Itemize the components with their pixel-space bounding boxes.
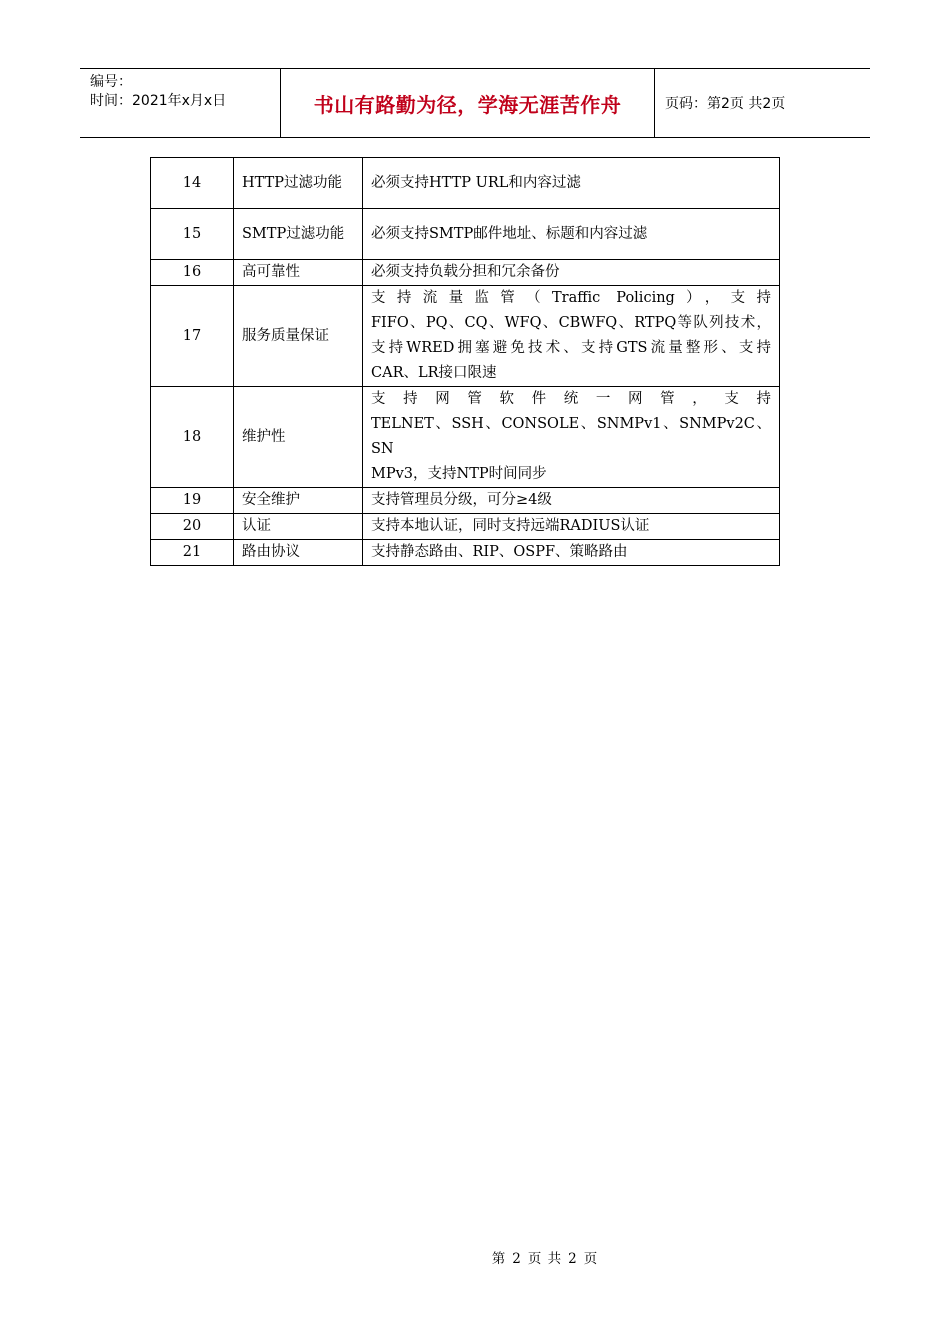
table-row — [151, 514, 780, 540]
footer-total-pages: 2 — [568, 1251, 578, 1267]
feature-name: 服务质量保证 — [234, 286, 363, 387]
doc-time-label: 时间：2021年x月x日 — [90, 93, 227, 109]
table-row — [151, 488, 780, 514]
header-info — [80, 69, 281, 137]
page-footer — [0, 1247, 950, 1267]
row-number: 19 — [151, 488, 234, 514]
row-number: 15 — [151, 209, 234, 260]
row-number: 20 — [151, 514, 234, 540]
requirement-line: MPv3，支持NTP时间同步 — [371, 466, 547, 482]
feature-name: 认证 — [234, 514, 363, 540]
requirement: 必须支持SMTP邮件地址、标题和内容过滤 — [363, 209, 780, 260]
requirement-line: FIFO、PQ、CQ、WFQ、CBWFQ、RTPQ等队列技术， — [371, 315, 771, 331]
requirement: 支持本地认证，同时支持远端RADIUS认证 — [363, 514, 780, 540]
requirement-line: CAR、LR接口限速 — [371, 365, 497, 381]
feature-name: SMTP过滤功能 — [234, 209, 363, 260]
header-motto: 书山有路勤为径，学海无涯苦作舟 — [281, 69, 655, 137]
feature-name: 安全维护 — [234, 488, 363, 514]
feature-name: 高可靠性 — [234, 260, 363, 286]
spec-table — [150, 157, 780, 566]
footer-mid: 页 共 — [527, 1251, 563, 1267]
requirement: 支持静态路由、RIP、OSPF、策略路由 — [363, 540, 780, 566]
requirement — [363, 387, 780, 488]
page-header — [80, 68, 870, 138]
row-number: 17 — [151, 286, 234, 387]
table-row — [151, 260, 780, 286]
requirement: 支持管理员分级，可分≥4级 — [363, 488, 780, 514]
table-row — [151, 286, 780, 387]
footer-prefix: 第 — [491, 1251, 507, 1267]
feature-name: 路由协议 — [234, 540, 363, 566]
row-number: 18 — [151, 387, 234, 488]
footer-suffix: 页 — [583, 1251, 599, 1267]
table-row — [151, 158, 780, 209]
feature-name: HTTP过滤功能 — [234, 158, 363, 209]
table-row — [151, 540, 780, 566]
requirement: 必须支持负载分担和冗余备份 — [363, 260, 780, 286]
row-number: 14 — [151, 158, 234, 209]
requirement-line: 支持网管软件统一网管，支持 — [371, 391, 771, 407]
table-row — [151, 209, 780, 260]
requirement — [363, 286, 780, 387]
requirement-line: 支持流量监管（Traffic Policing），支持 — [371, 290, 771, 306]
row-number: 21 — [151, 540, 234, 566]
footer-page-number: 2 — [512, 1251, 522, 1267]
requirement-line: TELNET、SSH、CONSOLE、SNMPv1、SNMPv2C、SN — [371, 416, 771, 457]
doc-number-label: 编号： — [90, 74, 132, 90]
requirement-line: 支持WRED拥塞避免技术、支持GTS流量整形、支持 — [371, 340, 771, 356]
row-number: 16 — [151, 260, 234, 286]
requirement: 必须支持HTTP URL和内容过滤 — [363, 158, 780, 209]
table-row — [151, 387, 780, 488]
feature-name: 维护性 — [234, 387, 363, 488]
header-page-label: 页码：第2页 共2页 — [665, 96, 786, 112]
